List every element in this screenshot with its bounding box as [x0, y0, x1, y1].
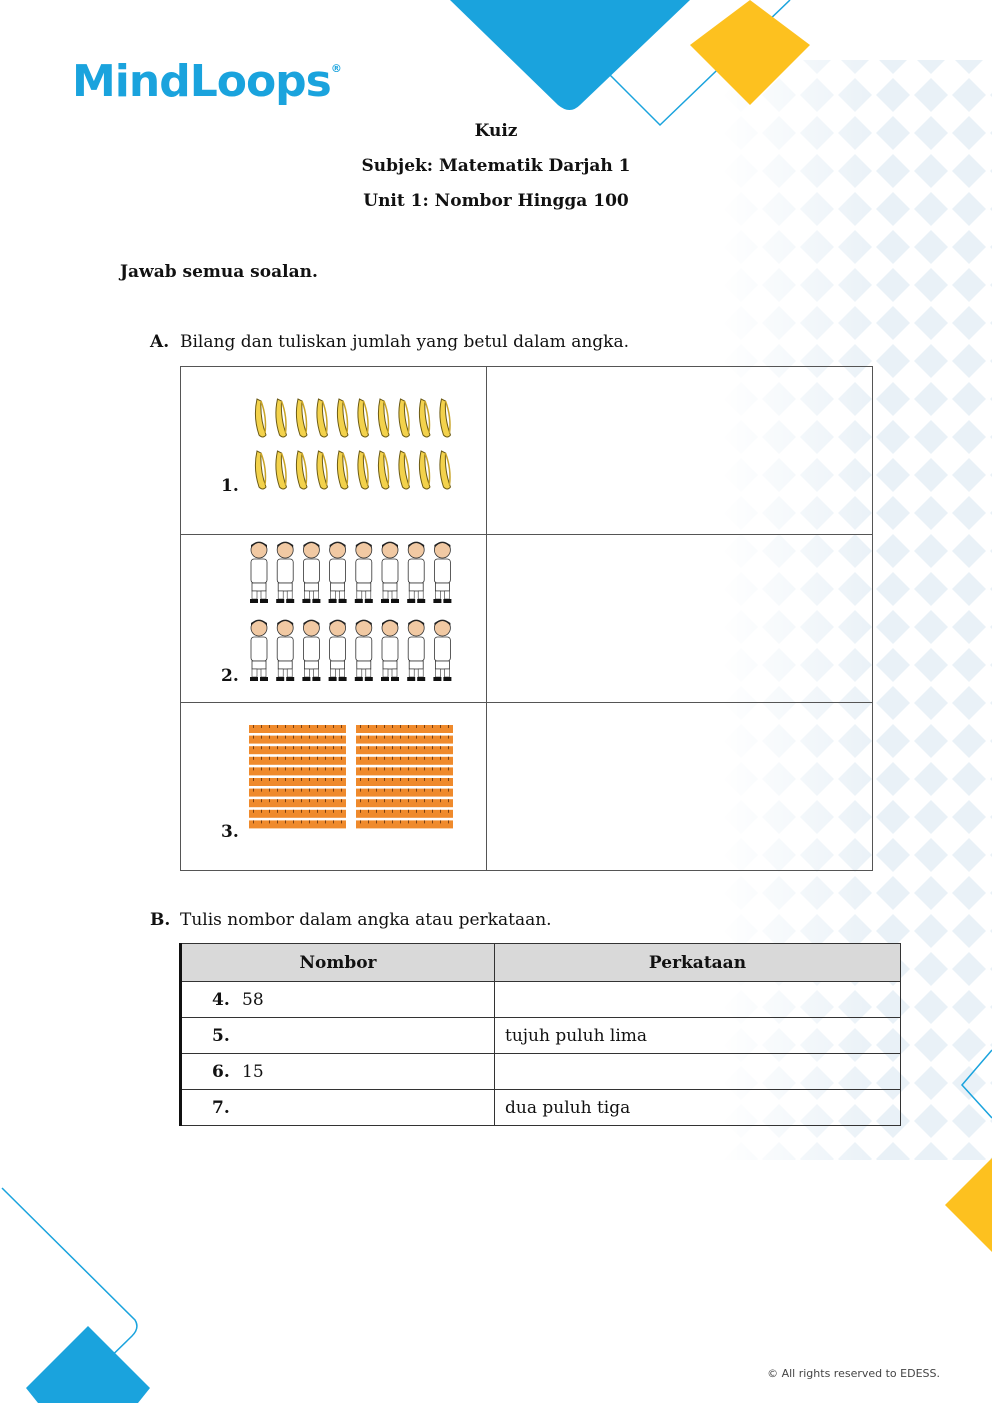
number-cell[interactable]	[181, 1090, 495, 1126]
section-b-text: Tulis nombor dalam angka atau perkataan.	[180, 910, 552, 930]
schoolboy-icon	[355, 620, 373, 681]
table-row	[181, 982, 901, 1018]
ruler-icon	[249, 746, 346, 754]
quiz-title: Kuiz	[474, 121, 518, 141]
answer-3-cell[interactable]	[487, 703, 873, 871]
schoolboy-icon	[329, 620, 347, 681]
banana-icon	[255, 399, 266, 437]
ruler-icon	[249, 736, 346, 744]
ruler-icon	[249, 789, 346, 797]
banana-icon	[296, 399, 307, 437]
words-cell[interactable]	[495, 1090, 901, 1126]
banana-icon	[337, 399, 348, 437]
ruler-icon	[356, 820, 453, 828]
table-row	[181, 1054, 901, 1090]
banana-icon	[378, 399, 389, 437]
question-number: 4.	[212, 989, 230, 1010]
schoolboy-icon	[329, 542, 347, 603]
banana-icon	[358, 399, 369, 437]
ruler-icon	[249, 810, 346, 818]
schoolboy-icon	[381, 542, 399, 603]
schoolboy-icon	[407, 620, 425, 681]
ruler-icon	[249, 725, 346, 733]
instruction: Jawab semua soalan.	[120, 262, 318, 282]
unit-line: Unit 1: Nombor Hingga 100	[363, 191, 629, 211]
banana-icon	[378, 451, 389, 489]
question-3-number: 3.	[221, 822, 239, 842]
number-cell[interactable]	[181, 1054, 495, 1090]
schoolboy-icon	[250, 542, 268, 603]
ruler-icon	[356, 799, 453, 807]
number-value: 58	[242, 989, 264, 1010]
words-cell[interactable]	[495, 1054, 901, 1090]
question-2-number: 2.	[221, 666, 239, 686]
section-a-letter: A.	[150, 332, 170, 352]
words-value: tujuh puluh lima	[505, 1025, 648, 1046]
question-row-2	[181, 535, 873, 703]
schoolboy-icon	[433, 542, 451, 603]
banana-icon	[276, 399, 287, 437]
schoolboy-icon	[381, 620, 399, 681]
ruler-icon	[356, 789, 453, 797]
ruler-icon	[249, 778, 346, 786]
mindloops-logo	[72, 56, 341, 107]
ruler-icon	[356, 757, 453, 765]
ruler-icon	[356, 767, 453, 775]
registered-mark: ®	[330, 62, 341, 75]
question-2-picture-cell	[181, 535, 487, 703]
banana-icon	[419, 399, 430, 437]
copyright-notice: © All rights reserved to EDESS.	[767, 1367, 940, 1380]
table-header-row	[181, 944, 901, 982]
ruler-icon	[249, 820, 346, 828]
column-header-words: Perkataan	[495, 944, 901, 982]
number-words-table	[179, 943, 901, 1126]
banana-icon	[337, 451, 348, 489]
ruler-icon	[356, 746, 453, 754]
schoolboy-icon	[276, 542, 294, 603]
question-3-picture-cell	[181, 703, 487, 871]
banana-icon	[358, 451, 369, 489]
ruler-icon	[356, 810, 453, 818]
number-cell[interactable]	[181, 1018, 495, 1054]
question-number: 6.	[212, 1061, 230, 1082]
banana-icon	[255, 451, 266, 489]
section-a-text: Bilang dan tuliskan jumlah yang betul dalam angka.	[180, 332, 629, 352]
banana-icon	[399, 451, 410, 489]
banana-icon	[419, 451, 430, 489]
question-number: 7.	[212, 1097, 230, 1118]
words-cell[interactable]	[495, 1018, 901, 1054]
schoolboy-icon	[407, 542, 425, 603]
section-b-letter: B.	[150, 910, 171, 930]
question-1-picture-cell	[181, 367, 487, 535]
table-row	[181, 1090, 901, 1126]
question-1-number: 1.	[221, 476, 239, 496]
logo-text: MindLoops	[72, 56, 331, 107]
number-cell[interactable]	[181, 982, 495, 1018]
ruler-icon	[249, 757, 346, 765]
counting-table	[180, 366, 873, 871]
subject-line: Subjek: Matematik Darjah 1	[361, 156, 631, 176]
question-number: 5.	[212, 1025, 230, 1046]
table-row	[181, 1018, 901, 1054]
banana-icon	[440, 451, 451, 489]
section-b-heading	[150, 910, 552, 930]
ruler-icon	[356, 778, 453, 786]
schoolboy-icon	[355, 542, 373, 603]
schoolboy-icon	[250, 620, 268, 681]
banana-icon	[276, 451, 287, 489]
rulers-icon	[247, 723, 457, 843]
ruler-icon	[249, 767, 346, 775]
banana-icon	[317, 451, 328, 489]
banana-icon	[296, 451, 307, 489]
section-a-heading	[150, 332, 629, 352]
ruler-icon	[249, 799, 346, 807]
column-header-number: Nombor	[181, 944, 495, 982]
words-value: dua puluh tiga	[505, 1097, 631, 1118]
number-value: 15	[242, 1061, 264, 1082]
banana-icon	[399, 399, 410, 437]
schoolboy-icon	[433, 620, 451, 681]
answer-1-cell[interactable]	[487, 367, 873, 535]
schoolboys-icon	[247, 541, 457, 691]
bananas-icon	[247, 395, 457, 495]
question-row-3	[181, 703, 873, 871]
words-cell[interactable]	[495, 982, 901, 1018]
answer-2-cell[interactable]	[487, 535, 873, 703]
schoolboy-icon	[276, 620, 294, 681]
ruler-icon	[356, 736, 453, 744]
banana-icon	[317, 399, 328, 437]
ruler-icon	[356, 725, 453, 733]
schoolboy-icon	[302, 620, 320, 681]
banana-icon	[440, 399, 451, 437]
question-row-1	[181, 367, 873, 535]
schoolboy-icon	[302, 542, 320, 603]
